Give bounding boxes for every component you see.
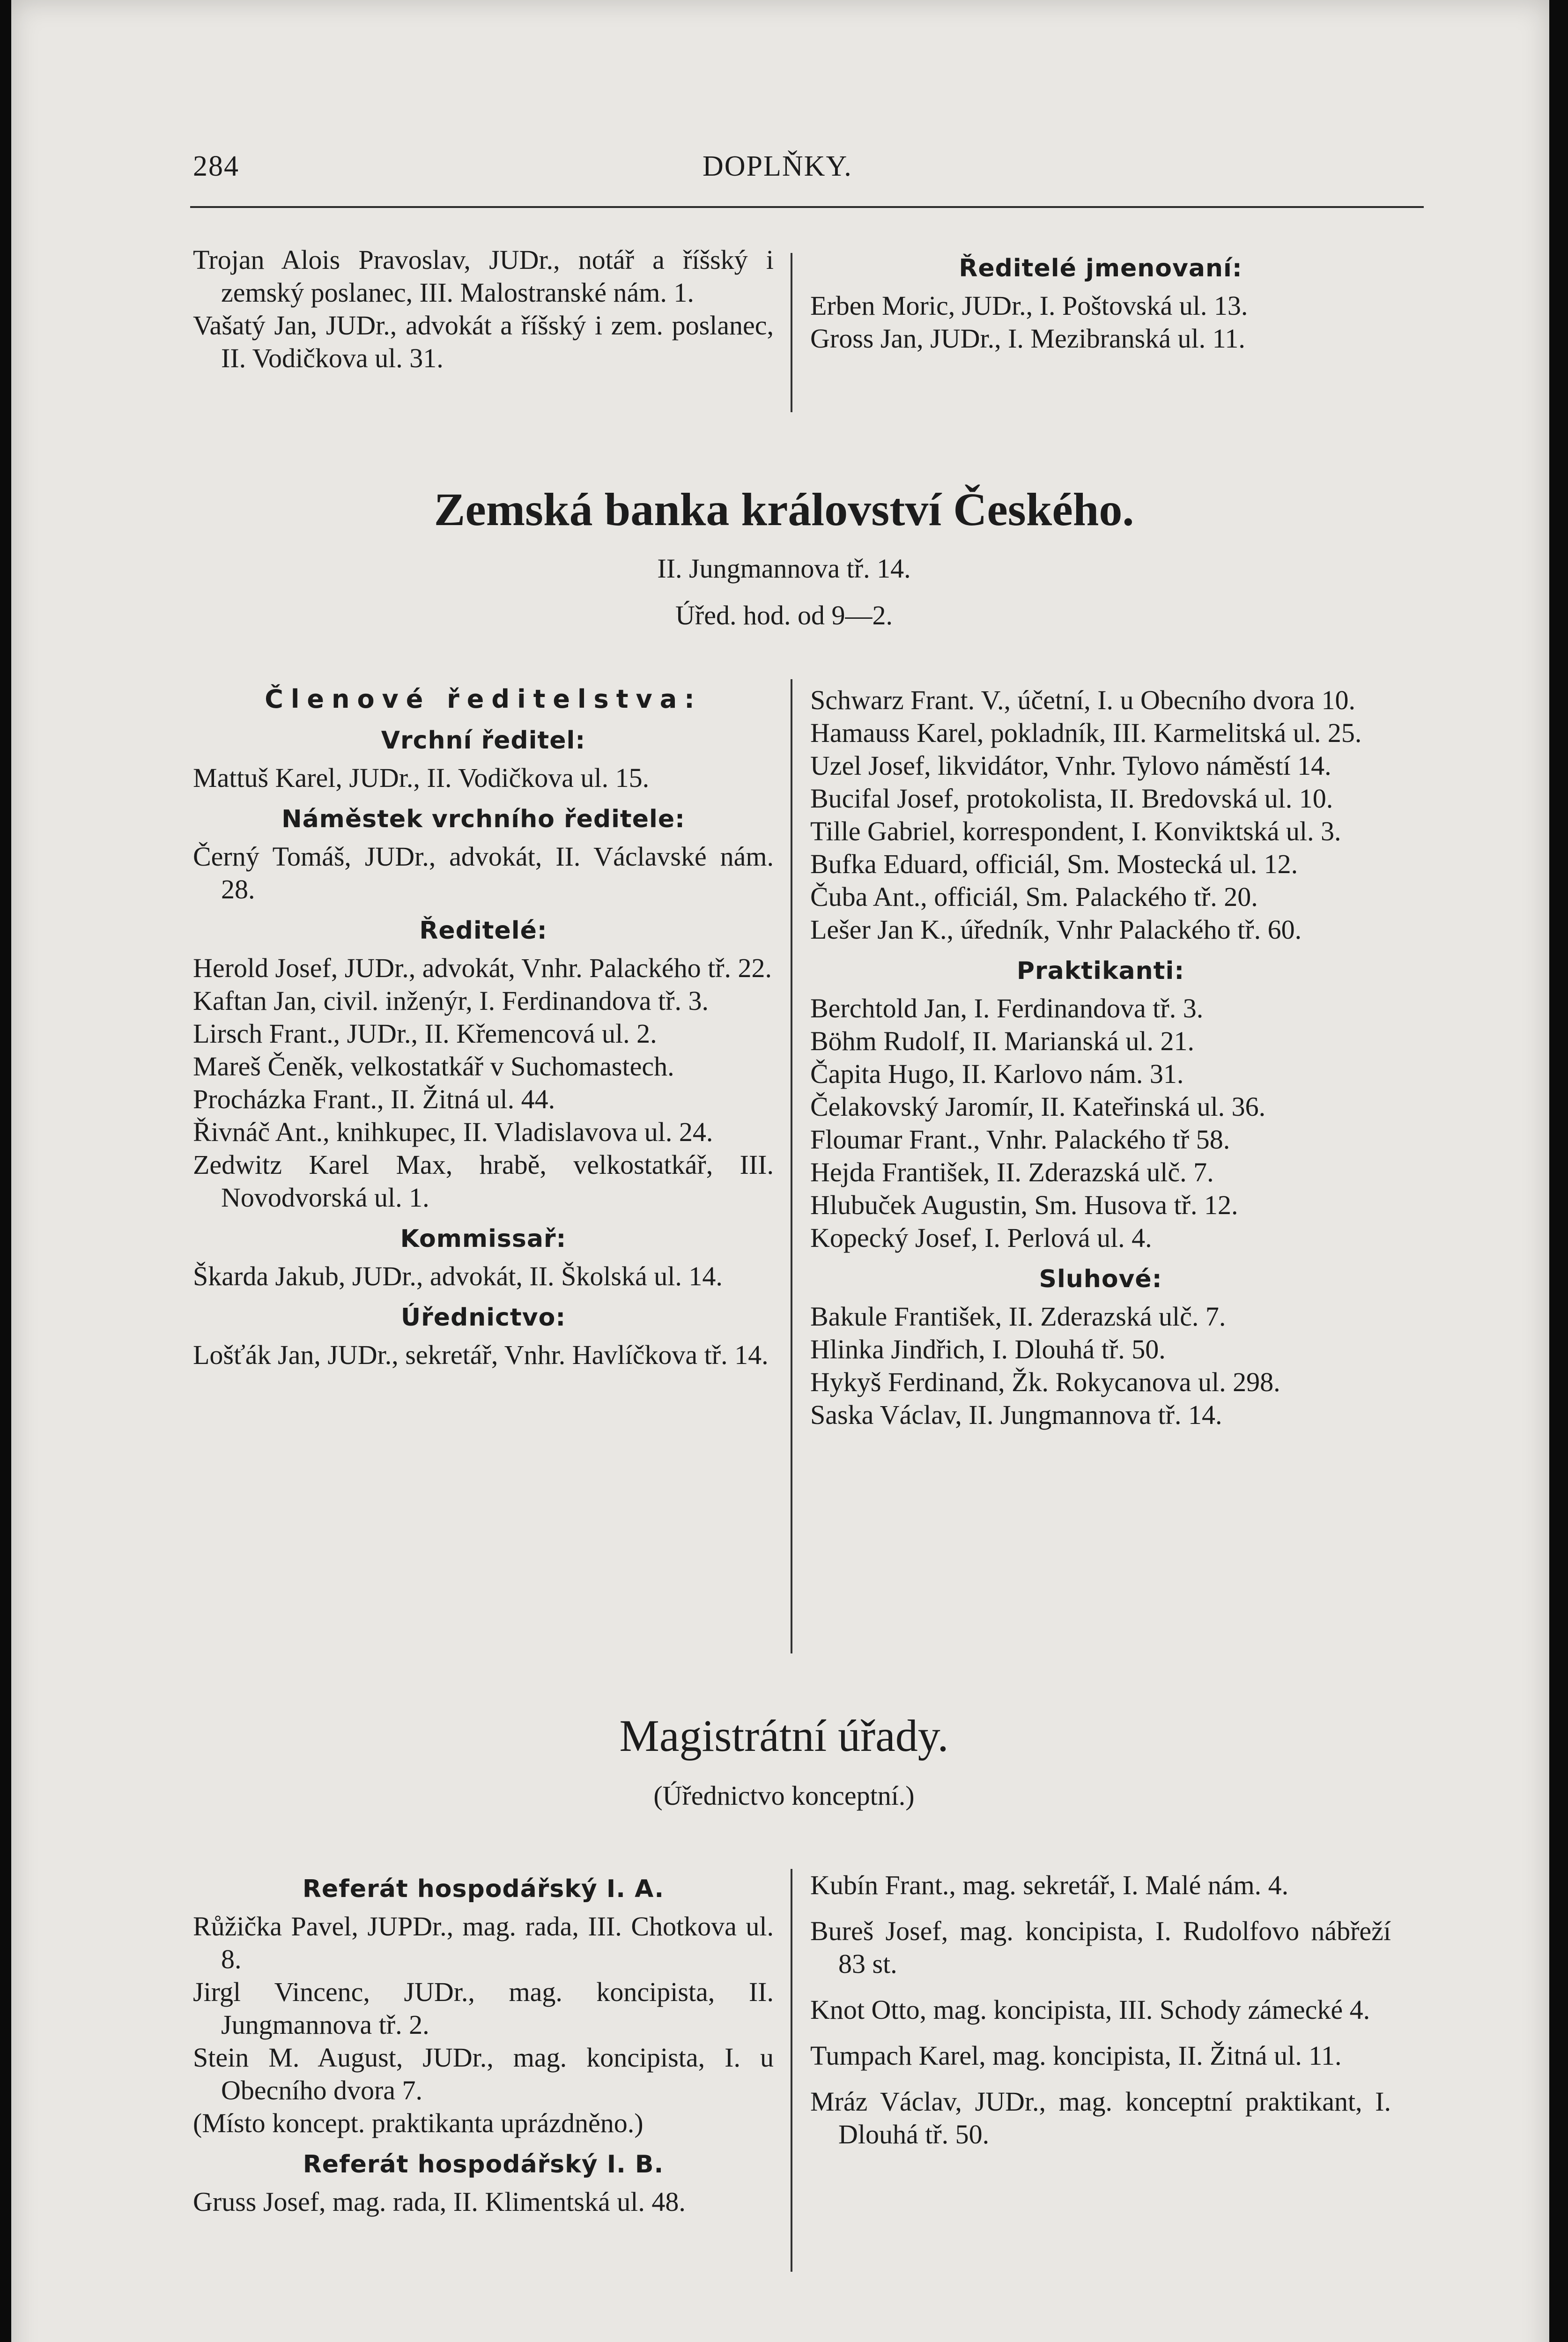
section-heading: Kommissař: — [400, 1225, 567, 1253]
magistrat-left-column — [193, 1864, 774, 2218]
list-item: Hamauss Karel, pokladník, III. Karmelitská ul. 25. — [810, 718, 1362, 748]
list-item: Čelakovský Jaromír, II. Kateřinská ul. 36. — [810, 1091, 1266, 1122]
bank-address: II. Jungmannova tř. 14. — [657, 553, 911, 584]
list-item: Mareš Čeněk, velkostatkář v Suchomastech. — [193, 1051, 674, 1082]
list-item: Schwarz Frant. V., účetní, I. u Obecního dvora 10. — [810, 685, 1356, 715]
section-heading: Referát hospodářský I. A. — [302, 1875, 665, 1903]
magistrat-right-column — [810, 1869, 1391, 2151]
column-divider — [791, 1869, 792, 2272]
list-item: (Místo koncept. praktikanta uprázdněno.) — [193, 2108, 643, 2138]
list-item: Knot Otto, mag. koncipista, III. Schody zámecké 4. — [810, 1994, 1370, 2025]
section-heading: Referát hospodářský I. B. — [303, 2150, 664, 2179]
list-item: Tumpach Karel, mag. koncipista, II. Žitná ul. 11. — [810, 2040, 1342, 2071]
list-item: Čapita Hugo, II. Karlovo nám. 31. — [810, 1059, 1184, 1089]
list-item: Hlubuček Augustin, Sm. Husova tř. 12. — [810, 1190, 1238, 1220]
list-item: Lirsch Frant., JUDr., II. Křemencová ul. 2. — [193, 1018, 657, 1049]
list-item: Mattuš Karel, JUDr., II. Vodičkova ul. 15. — [193, 763, 650, 793]
list-item: Růžička Pavel, JUPDr., mag. rada, III. Chotkova ul. 8. — [193, 1911, 774, 1974]
section-heading: Ředitelé: — [419, 917, 547, 945]
list-item: Bakule František, II. Zderazská ulč. 7. — [810, 1301, 1226, 1332]
list-item: Černý Tomáš, JUDr., advokát, II. Václavské nám. 28. — [193, 841, 774, 904]
list-item: Berchtold Jan, I. Ferdinandova tř. 3. — [810, 993, 1204, 1023]
list-item: Tille Gabriel, korrespondent, I. Konviktská ul. 3. — [810, 816, 1341, 846]
running-title: DOPLŇKY. — [703, 150, 852, 182]
list-item: Bufka Eduard, officiál, Sm. Mostecká ul. 12. — [810, 849, 1298, 879]
list-item: Mráz Václav, JUDr., mag. konceptní praktikant, I. Dlouhá tř. 50. — [810, 2086, 1391, 2149]
magistrat-title: Magistrátní úřady. — [619, 1711, 949, 1761]
list-item: Lešer Jan K., úředník, Vnhr Palackého tř. 60. — [810, 914, 1302, 945]
top-right-column — [810, 244, 1391, 355]
list-item: Kopecký Josef, I. Perlová ul. 4. — [810, 1223, 1152, 1253]
list-item: Bureš Josef, mag. koncipista, I. Rudolfovo nábřeží 83 st. — [810, 1916, 1391, 1979]
bank-left-column — [193, 674, 774, 1371]
list-item: Zedwitz Karel Max, hrabě, velkostatkář, III. Novodvorská ul. 1. — [193, 1149, 774, 1213]
list-item: Gruss Josef, mag. rada, II. Klimentská ul. 48. — [193, 2186, 686, 2217]
list-item: Uzel Josef, likvidátor, Vnhr. Tylovo náměstí 14. — [810, 750, 1331, 781]
section-heading: Náměstek vrchního ředitele: — [281, 805, 685, 833]
header-rule — [190, 206, 1424, 208]
top-left-column — [193, 244, 774, 375]
list-item: Böhm Rudolf, II. Marianská ul. 21. — [810, 1026, 1194, 1056]
list-item: Škarda Jakub, JUDr., advokát, II. Školská ul. 14. — [193, 1261, 723, 1291]
list-item: Jirgl Vincenc, JUDr., mag. koncipista, II. Jungmannova tř. 2. — [193, 1977, 774, 2040]
section-heading: Vrchní ředitel: — [381, 726, 586, 755]
list-item: Erben Moric, JUDr., I. Poštovská ul. 13. — [810, 290, 1248, 321]
list-item: Hlinka Jindřich, I. Dlouhá tř. 50. — [810, 1334, 1166, 1364]
column-divider — [791, 679, 792, 1653]
bank-title: Zemská banka království Českého. — [434, 483, 1134, 535]
list-item: Řivnáč Ant., knihkupec, II. Vladislavova ul. 24. — [193, 1117, 713, 1147]
list-item: Stein M. August, JUDr., mag. koncipista, I. u Obecního dvora 7. — [193, 2042, 774, 2105]
magistrat-subtitle: (Úřednictvo konceptní.) — [653, 1780, 915, 1811]
list-item: Vašatý Jan, JUDr., advokát a říšský i zem. poslanec, II. Vodičkova ul. 31. — [193, 310, 774, 373]
list-item: Kaftan Jan, civil. inženýr, I. Ferdinandova tř. 3. — [193, 986, 709, 1016]
list-item: Hykyš Ferdinand, Žk. Rokycanova ul. 298. — [810, 1367, 1280, 1397]
section-heading: Sluhové: — [1039, 1265, 1162, 1293]
bank-hours: Úřed. hod. od 9—2. — [675, 600, 893, 630]
list-item: Lošťák Jan, JUDr., sekretář, Vnhr. Havlíčkova tř. 14. — [193, 1340, 769, 1370]
section-heading: Členové ředitelstva: — [265, 684, 702, 714]
list-item: Herold Josef, JUDr., advokát, Vnhr. Palackého tř. 22. — [193, 953, 772, 983]
list-item: Saska Václav, II. Jungmannova tř. 14. — [810, 1400, 1222, 1430]
list-item: Trojan Alois Pravoslav, JUDr., notář a říšský i zemský poslanec, III. Malostranské nám. 1. — [193, 245, 774, 308]
list-item: Hejda František, II. Zderazská ulč. 7. — [810, 1157, 1214, 1187]
list-item: Floumar Frant., Vnhr. Palackého tř 58. — [810, 1124, 1230, 1155]
section-heading: Praktikanti: — [1016, 957, 1185, 985]
section-heading: Ředitelé jmenovaní: — [959, 254, 1243, 282]
bank-right-column — [810, 684, 1391, 1431]
list-item: Kubín Frant., mag. sekretář, I. Malé nám. 4. — [810, 1870, 1289, 1900]
list-item: Procházka Frant., II. Žitná ul. 44. — [193, 1084, 555, 1114]
page-number: 284 — [193, 150, 239, 182]
list-item: Gross Jan, JUDr., I. Mezibranská ul. 11. — [810, 323, 1245, 354]
column-divider — [791, 253, 792, 412]
section-heading: Úřednictvo: — [400, 1304, 566, 1332]
list-item: Bucifal Josef, protokolista, II. Bredovská ul. 10. — [810, 783, 1333, 814]
list-item: Čuba Ant., officiál, Sm. Palackého tř. 20. — [810, 882, 1258, 912]
